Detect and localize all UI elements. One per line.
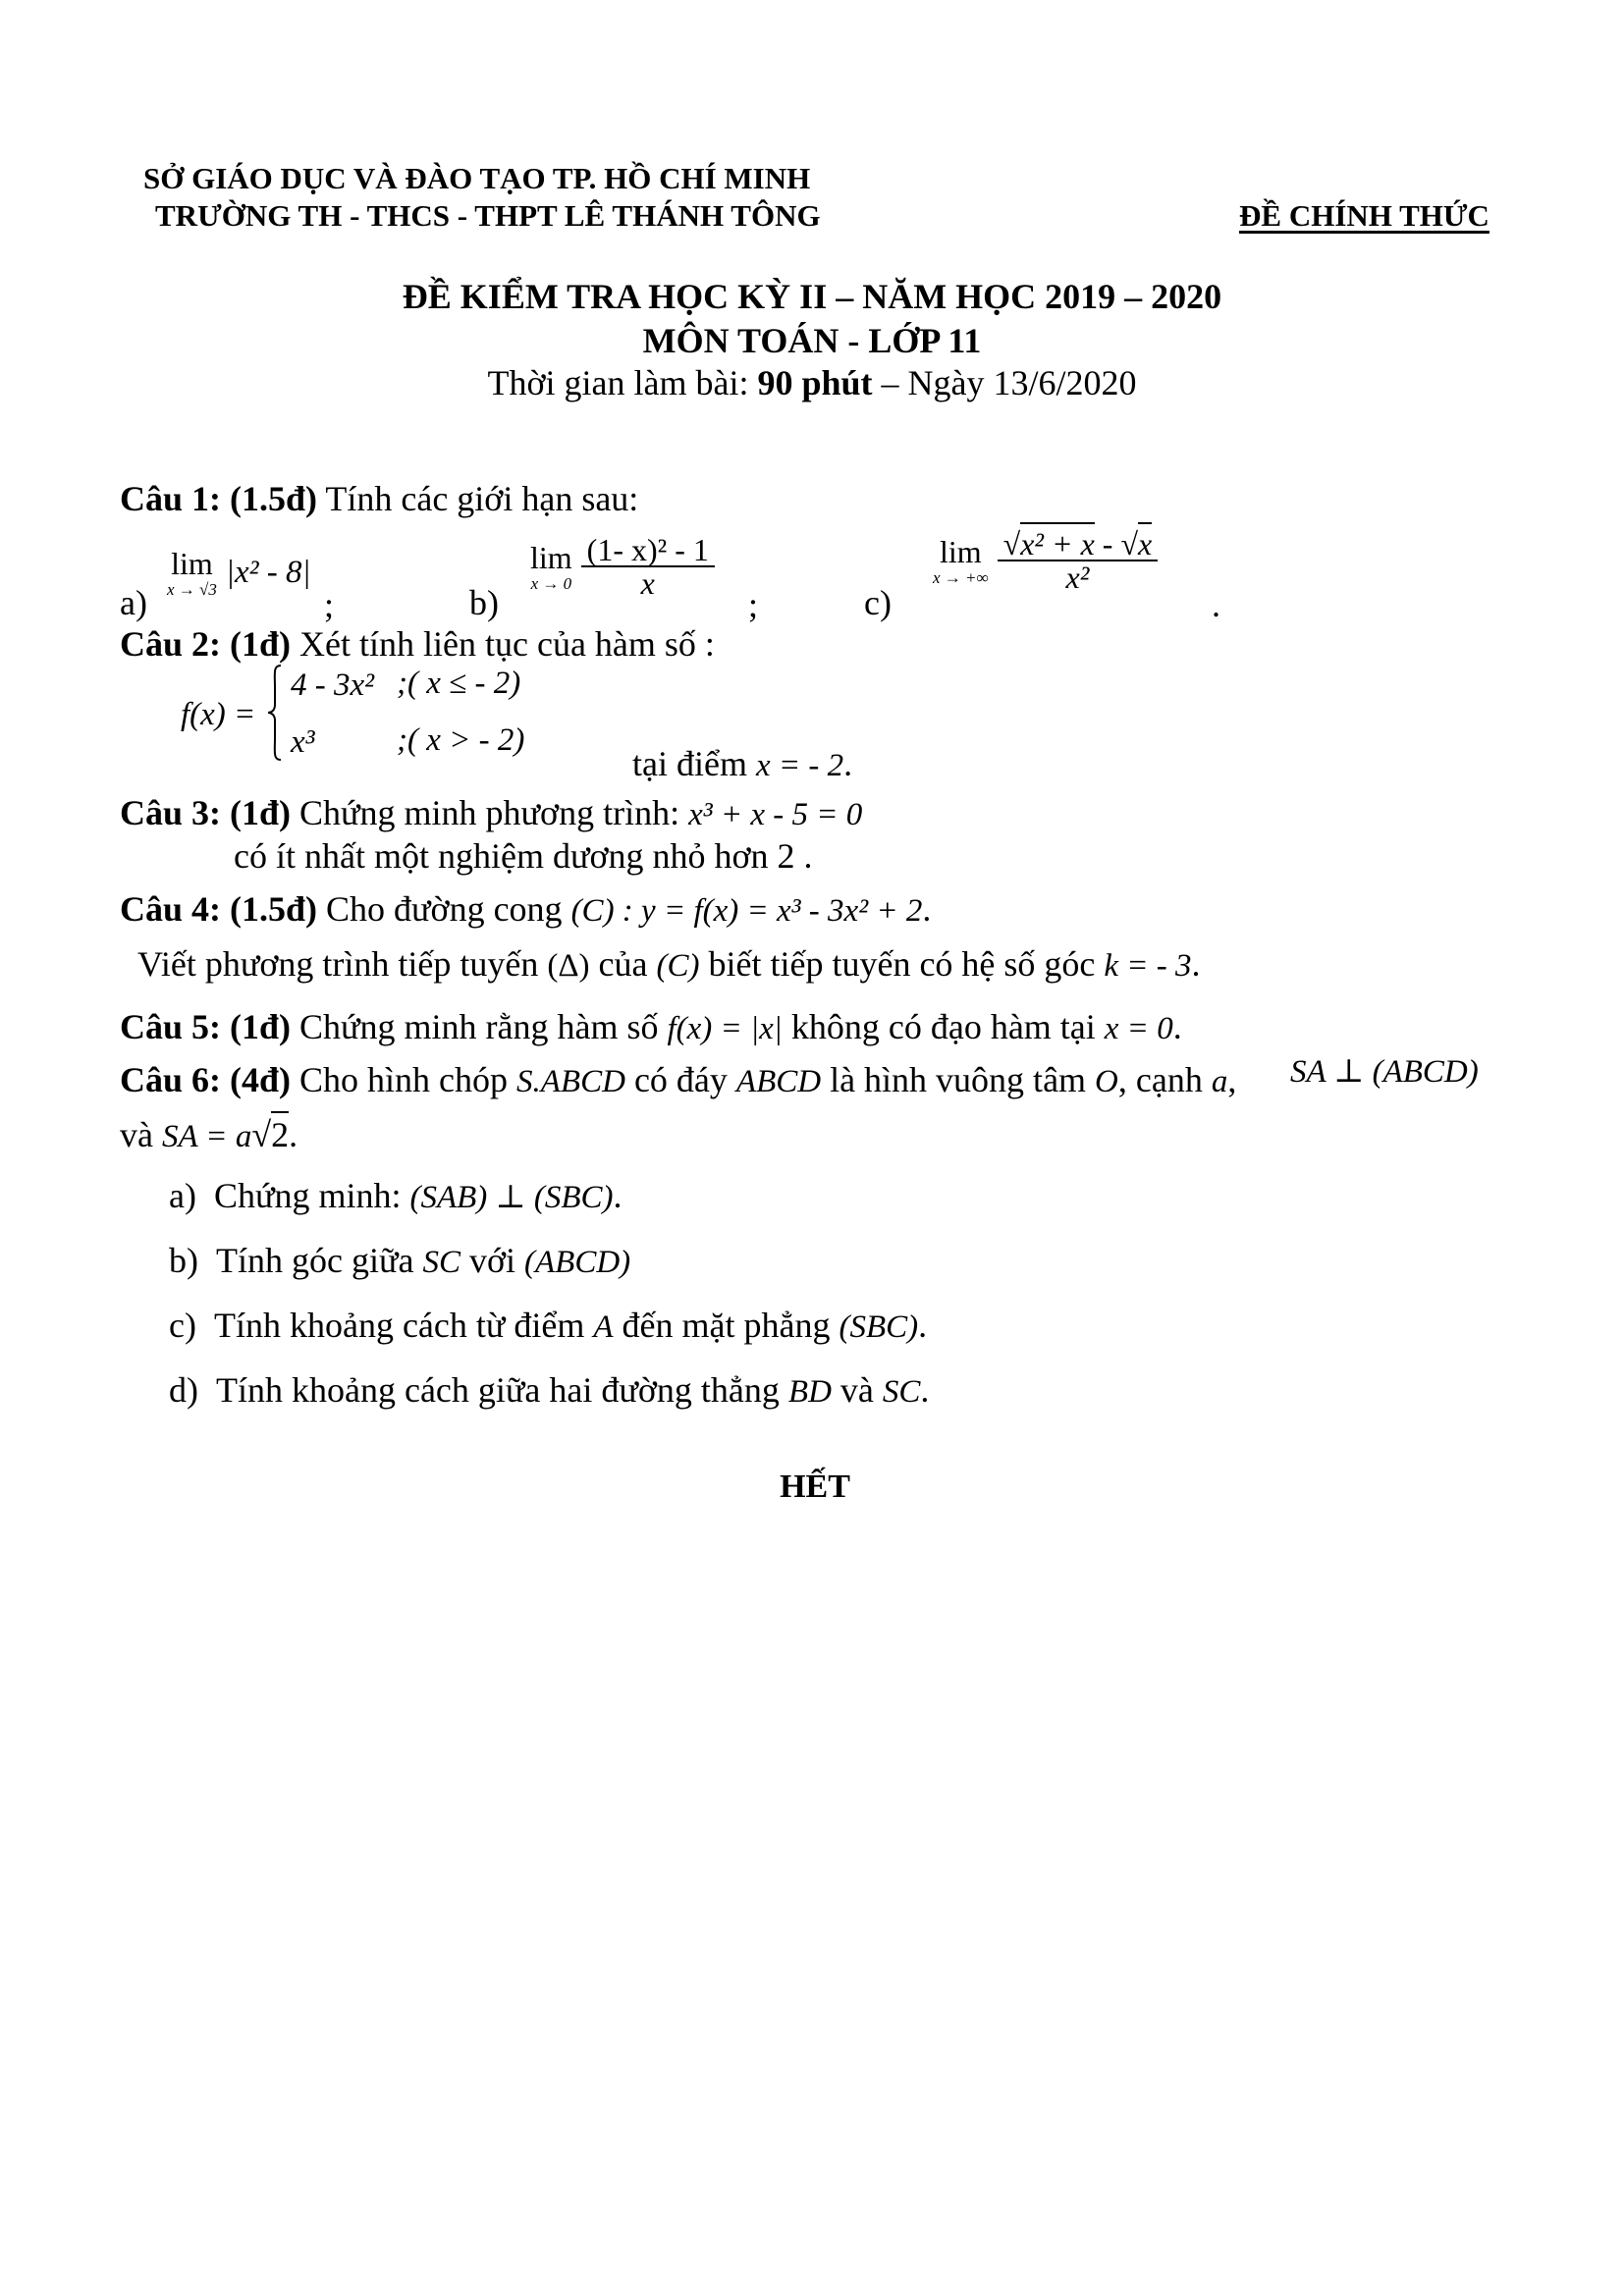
q6-d-text: Tính khoảng cách giữa hai đường thẳng [216,1370,788,1410]
end-marker: HẾT [780,1468,850,1505]
q6-a-math: (SAB) ⊥ (SBC) [409,1180,614,1215]
q5-f: f(x) = |x| [667,1011,783,1046]
q6-comma: , [1227,1060,1237,1099]
q1-b-limit [530,534,715,599]
q2-text: Xét tính liên tục của hàm số : [291,624,715,664]
q2-case1-cond: ;( x ≤ - 2) [397,666,521,701]
q1-label: Câu 1: (1.5đ) [120,479,318,518]
q6-sa-prefix: SA = a [161,1119,252,1154]
q4-period-1: . [922,889,932,929]
q6-pyramid: S.ABCD [516,1064,625,1099]
q3-text: Chứng minh phương trình: [291,793,689,832]
q6-center: O [1095,1064,1118,1099]
q1-b-numerator: (1- x)² - 1 [581,534,715,567]
q1-a-semicolon: ; [324,585,335,624]
q2-case1-expr: 4 - 3x² [291,667,375,703]
exam-title: ĐỀ KIỂM TRA HỌC KỲ II – NĂM HỌC 2019 – 2020 [402,277,1222,316]
q6-b-text2: với [460,1241,525,1280]
q4-k: k = - 3 [1104,948,1192,984]
q6-perp: SA ⊥ (ABCD) [1290,1054,1479,1090]
q1-c-sub: x → +∞ [933,567,989,587]
sqrt-icon: √ [1002,526,1021,561]
q4-delta: (Δ) [547,948,590,984]
sqrt-icon: √ [251,1115,272,1154]
q4-line2-b: của [589,944,657,984]
q6-part-d [169,1372,929,1409]
q1-b-semicolon: ; [748,585,759,624]
q1-b-label: b) [469,583,499,622]
q1-a-sub: x → √3 [167,580,217,599]
q6-c-text: Tính khoảng cách từ điểm [213,1306,594,1345]
department-name: SỞ GIÁO DỤC VÀ ĐÀO TẠO TP. HỒ CHÍ MINH [143,161,811,195]
q6-d-m1: BD [787,1374,832,1410]
time-suffix: – Ngày 13/6/2020 [872,363,1137,402]
q6-c-end: . [918,1306,928,1345]
q5-label: Câu 5: (1đ) [120,1007,292,1046]
sqrt-icon: √ [1120,526,1139,561]
q6-c-m1: A [593,1309,614,1345]
q6-line2 [120,1117,298,1153]
time-value: 90 phút [757,363,873,402]
official-label: ĐỀ CHÍNH THỨC [1239,198,1489,233]
q2-point: x = - 2 [755,748,844,783]
q4-c: (C) [656,948,700,984]
q6-part-c [169,1308,927,1344]
q1-a-lim: lim [171,546,213,581]
q6-a-text: Chứng minh: [213,1176,410,1215]
q3-label: Câu 3: (1đ) [120,793,292,832]
question-5 [120,1009,1182,1045]
q6-text-b: có đáy [624,1060,736,1099]
q4-curve: (C) : y = f(x) = x³ - 3x² + 2 [570,893,923,929]
brace-icon [267,664,283,762]
q6-d-end: . [920,1370,930,1410]
q6-side: a [1211,1064,1228,1099]
q4-label: Câu 4: (1.5đ) [120,889,318,929]
q6-a-label: a) [169,1176,196,1215]
q3-equation: x³ + x - 5 = 0 [688,797,863,832]
q6-sa-root: 2 [271,1111,289,1154]
question-6 [120,1062,1236,1098]
q4-line2 [137,946,1201,983]
q1-c-denominator: x² [1065,560,1090,595]
school-name: TRƯỜNG TH - THCS - THPT LÊ THÁNH TÔNG [155,198,821,233]
q6-b-m2: (ABCD) [524,1245,631,1280]
q6-text-d: , cạnh [1117,1060,1212,1099]
q6-a-end: . [613,1176,623,1215]
q4-text: Cho đường cong [317,889,571,929]
q6-text-a: Cho hình chóp [291,1060,517,1099]
q6-label: Câu 6: (4đ) [120,1060,292,1099]
q3-line2: có ít nhất một nghiệm dương nhỏ hơn 2 . [234,836,813,876]
q1-c-period: . [1212,585,1220,624]
q6-b-label: b) [169,1241,198,1280]
q1-a-limit [167,548,311,598]
subject-title: MÔN TOÁN - LỚP 11 [642,321,982,360]
q4-line2-c: biết tiếp tuyến có hệ số góc [699,944,1105,984]
q6-and: và [120,1115,162,1154]
q6-c-label: c) [169,1306,196,1345]
q2-at-text: tại điểm [632,744,756,783]
q1-text: Tính các giới hạn sau: [317,479,639,518]
question-2 [120,626,715,662]
q6-b-m1: SC [422,1245,460,1280]
q1-b-denominator: x [640,565,655,601]
q6-text-c: là hình vuông tâm [821,1060,1096,1099]
q4-line2-a: Viết phương trình tiếp tuyến [137,944,548,984]
q6-b-text: Tính góc giữa [216,1241,423,1280]
q2-case2-cond: ;( x > - 2) [397,722,525,758]
question-4 [120,891,931,928]
q2-at-point [632,746,852,782]
q2-case2-expr: x³ [291,724,315,760]
exam-time [0,365,1624,400]
q1-c-lim: lim [939,533,982,569]
q6-part-a [169,1178,622,1214]
q1-a-label: a) [120,583,147,622]
q6-c-m2: (SBC) [839,1309,919,1345]
q2-label: Câu 2: (1đ) [120,624,292,664]
time-prefix: Thời gian làm bài: [487,363,758,402]
question-1 [120,481,638,516]
q5-text2: không có đạo hàm tại [782,1007,1105,1046]
q1-c-num-2: x [1138,522,1152,561]
q5-text: Chứng minh rằng hàm số [291,1007,668,1046]
q1-b-sub: x → 0 [530,573,572,593]
q2-function-lhs: f(x) = [181,697,256,732]
q6-d-m2: SC [882,1374,921,1410]
q6-d-text2: và [831,1370,883,1410]
q2-period: . [843,744,853,783]
q1-a-expr: |x² - 8| [225,555,311,590]
q1-c-limit [933,528,1158,593]
q1-c-minus: - [1094,526,1121,561]
q5-point: x = 0 [1104,1011,1173,1046]
q1-c-num-1: x² + x [1020,522,1095,561]
q6-part-b [169,1243,630,1279]
q1-c-label: c) [864,583,892,622]
q6-base: ABCD [735,1064,822,1099]
q4-period-2: . [1191,944,1201,984]
question-3 [120,795,862,831]
q6-c-text2: đến mặt phẳng [613,1306,839,1345]
q6-period: . [289,1115,298,1154]
q6-d-label: d) [169,1370,198,1410]
q5-period: . [1172,1007,1182,1046]
q1-b-lim: lim [530,539,572,575]
